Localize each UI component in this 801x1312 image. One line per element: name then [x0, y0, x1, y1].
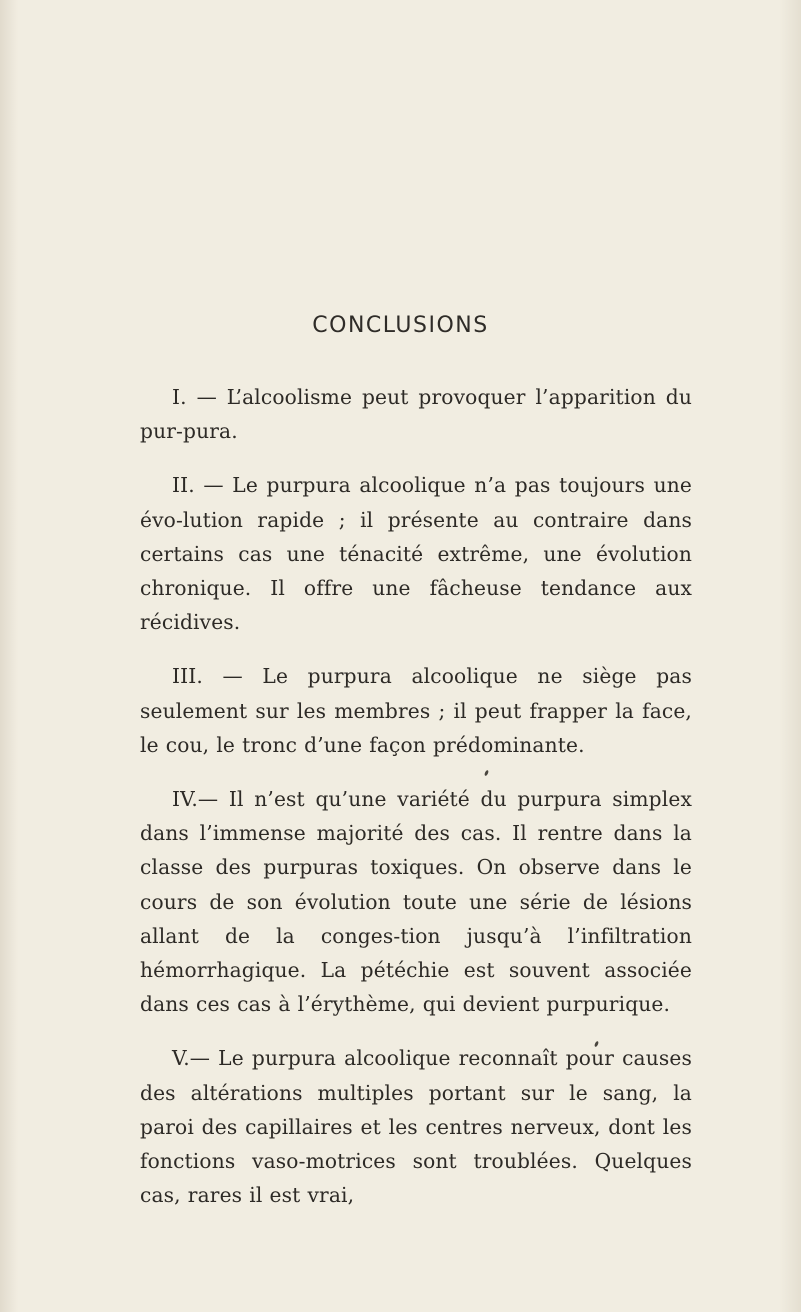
- conclusions-body: [140, 380, 692, 1232]
- page-title: CONCLUSIONS: [312, 313, 489, 338]
- conclusion-paragraph-2: II. — Le purpura alcoolique n’a pas toujours une évo-lution rapide ; il présente au contraire dans certains cas une ténacité extrême, une évolution chronique. Il offre une fâcheuse tendance aux récidives.: [140, 473, 692, 635]
- conclusion-paragraph-1: I. — L’alcoolisme peut provoquer l’apparition du pur-pura.: [140, 385, 692, 444]
- conclusion-paragraph-5: V.— Le purpura alcoolique reconnaît pour causes des altérations multiples portant sur le sang, la paroi des capillaires et les centres nerveux, dont les fonctions vaso-motrices sont troublées. Quelques cas, rares il est vrai,: [140, 1046, 692, 1208]
- conclusion-paragraph-3: III. — Le purpura alcoolique ne siège pas seulement sur les membres ; il peut frapper la face, le cou, le tronc d’une façon prédominante.: [140, 664, 692, 757]
- conclusion-paragraph-4: IV.— Il n’est qu’une variété du purpura simplex dans l’immense majorité des cas. Il rentre dans la classe des purpuras toxiques. On observe dans le cours de son évolution toute une série de lésions allant de la conges-tion jusqu’à l’infiltration hémorrhagique. La pétéchie est souvent associée dans ces cas à l’érythème, qui devient purpurique.: [140, 787, 692, 1017]
